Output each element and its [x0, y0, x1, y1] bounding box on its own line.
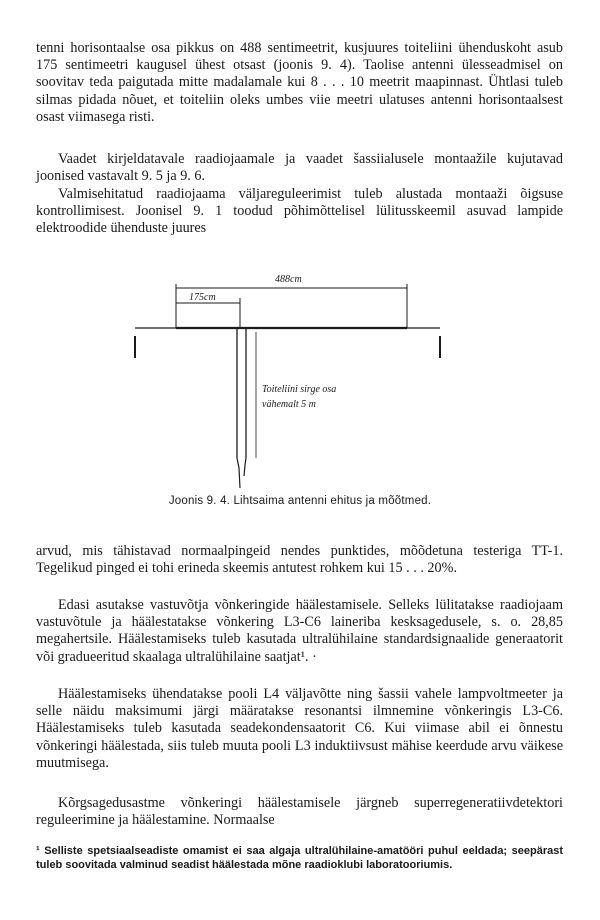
paragraph-figure-references: Vaadet kirjeldatavale raadiojaamale ja vaadet šassiialusele montaažile kujutavad joonised vastavalt 9. 5 ja 9. 6.	[36, 151, 563, 185]
paragraph-receiver-tuning: Edasi asutakse vastuvõtja võnkeringide häälestamisele. Selleks lülitatakse raadiojaam vastuvõtule ja häälestatakse võnkering L3-C6 laineriba kesksagedusele, s. o. 28,85 megahertsile. Häälestamiseks tuleb kasutada ultralühilaine standardsignaalide generaatorit või gradueeritud skaalaga ultralühilaine saatjat¹. ·	[36, 597, 563, 665]
paragraph-adjustment-intro: Valmisehitatud raadiojaama väljareguleerimist tuleb alustada montaaži õigsuse kontrollimisest. Joonisel 9. 1 toodud põhimõttelisel lülitusskeemil asuvad lampide elektroodide ühenduste juures	[36, 186, 563, 237]
label-offset-length: 175cm	[189, 292, 216, 303]
paragraph-superregenerative: Kõrgsagedusastme võnkeringi häälestamisele järgneb superregeneratiivdetektori reguleerimine ja häälestamine. Normaalse	[36, 795, 563, 829]
label-total-length: 488cm	[275, 274, 302, 285]
antenna-diagram	[0, 258, 600, 523]
label-feed-line-2: vähemalt 5 m	[262, 399, 316, 410]
paragraph-voltages: arvud, mis tähistavad normaalpingeid nendes punktides, mõõdetuna testeriga TT-1. Tegelikud pinged ei tohi erineda skeemis antutest rohkem kui 15 . . . 20%.	[36, 543, 563, 577]
label-feed-line-1: Toiteliini sirge osa	[262, 384, 337, 395]
paragraph-coil-tuning: Häälestamiseks ühendatakse pooli L4 väljavõtte ning šassii vahele lampvoltmeeter ja selle näidu maksimumi järgi määratakse resonantsi ilmnemine võnkeringis L3-C6. Häälestamiseks tuleb kasutada seadekondensaatorit C6. Kui viimase abil ei õnnestu võnkeringi häälestada, siis tuleb muuta pooli L3 induktiivsust mähise keerdude arvu väikese muutmisega.	[36, 686, 563, 771]
footnote: ¹ Selliste spetsiaalseadiste omamist ei saa algaja ultralühilaine-amatööri puhul eeldada; seepärast tuleb soovitada valminud seadist häälestada mõne raadioklubi laboratooriumis.	[36, 845, 563, 871]
paragraph-antenna-dimensions: tenni horisontaalse osa pikkus on 488 sentimeetrit, kusjuures toiteliini ühenduskoht asub 175 sentimeetri kaugusel ühest otsast (joonis 9. 4). Taolise antenni ülesseadmisel on soovitav teda paigutada mitte madalamale kui 8 . . . 10 meetrit maapinnast. Ühtlasi tuleb silmas pidada nõuet, et toiteliin oleks umbes viie meetri ulatuses antenni horisontaalsest osast viimasega risti.	[36, 40, 563, 125]
figure-caption: Joonis 9. 4. Lihtsaima antenni ehitus ja mõõtmed.	[168, 495, 432, 507]
